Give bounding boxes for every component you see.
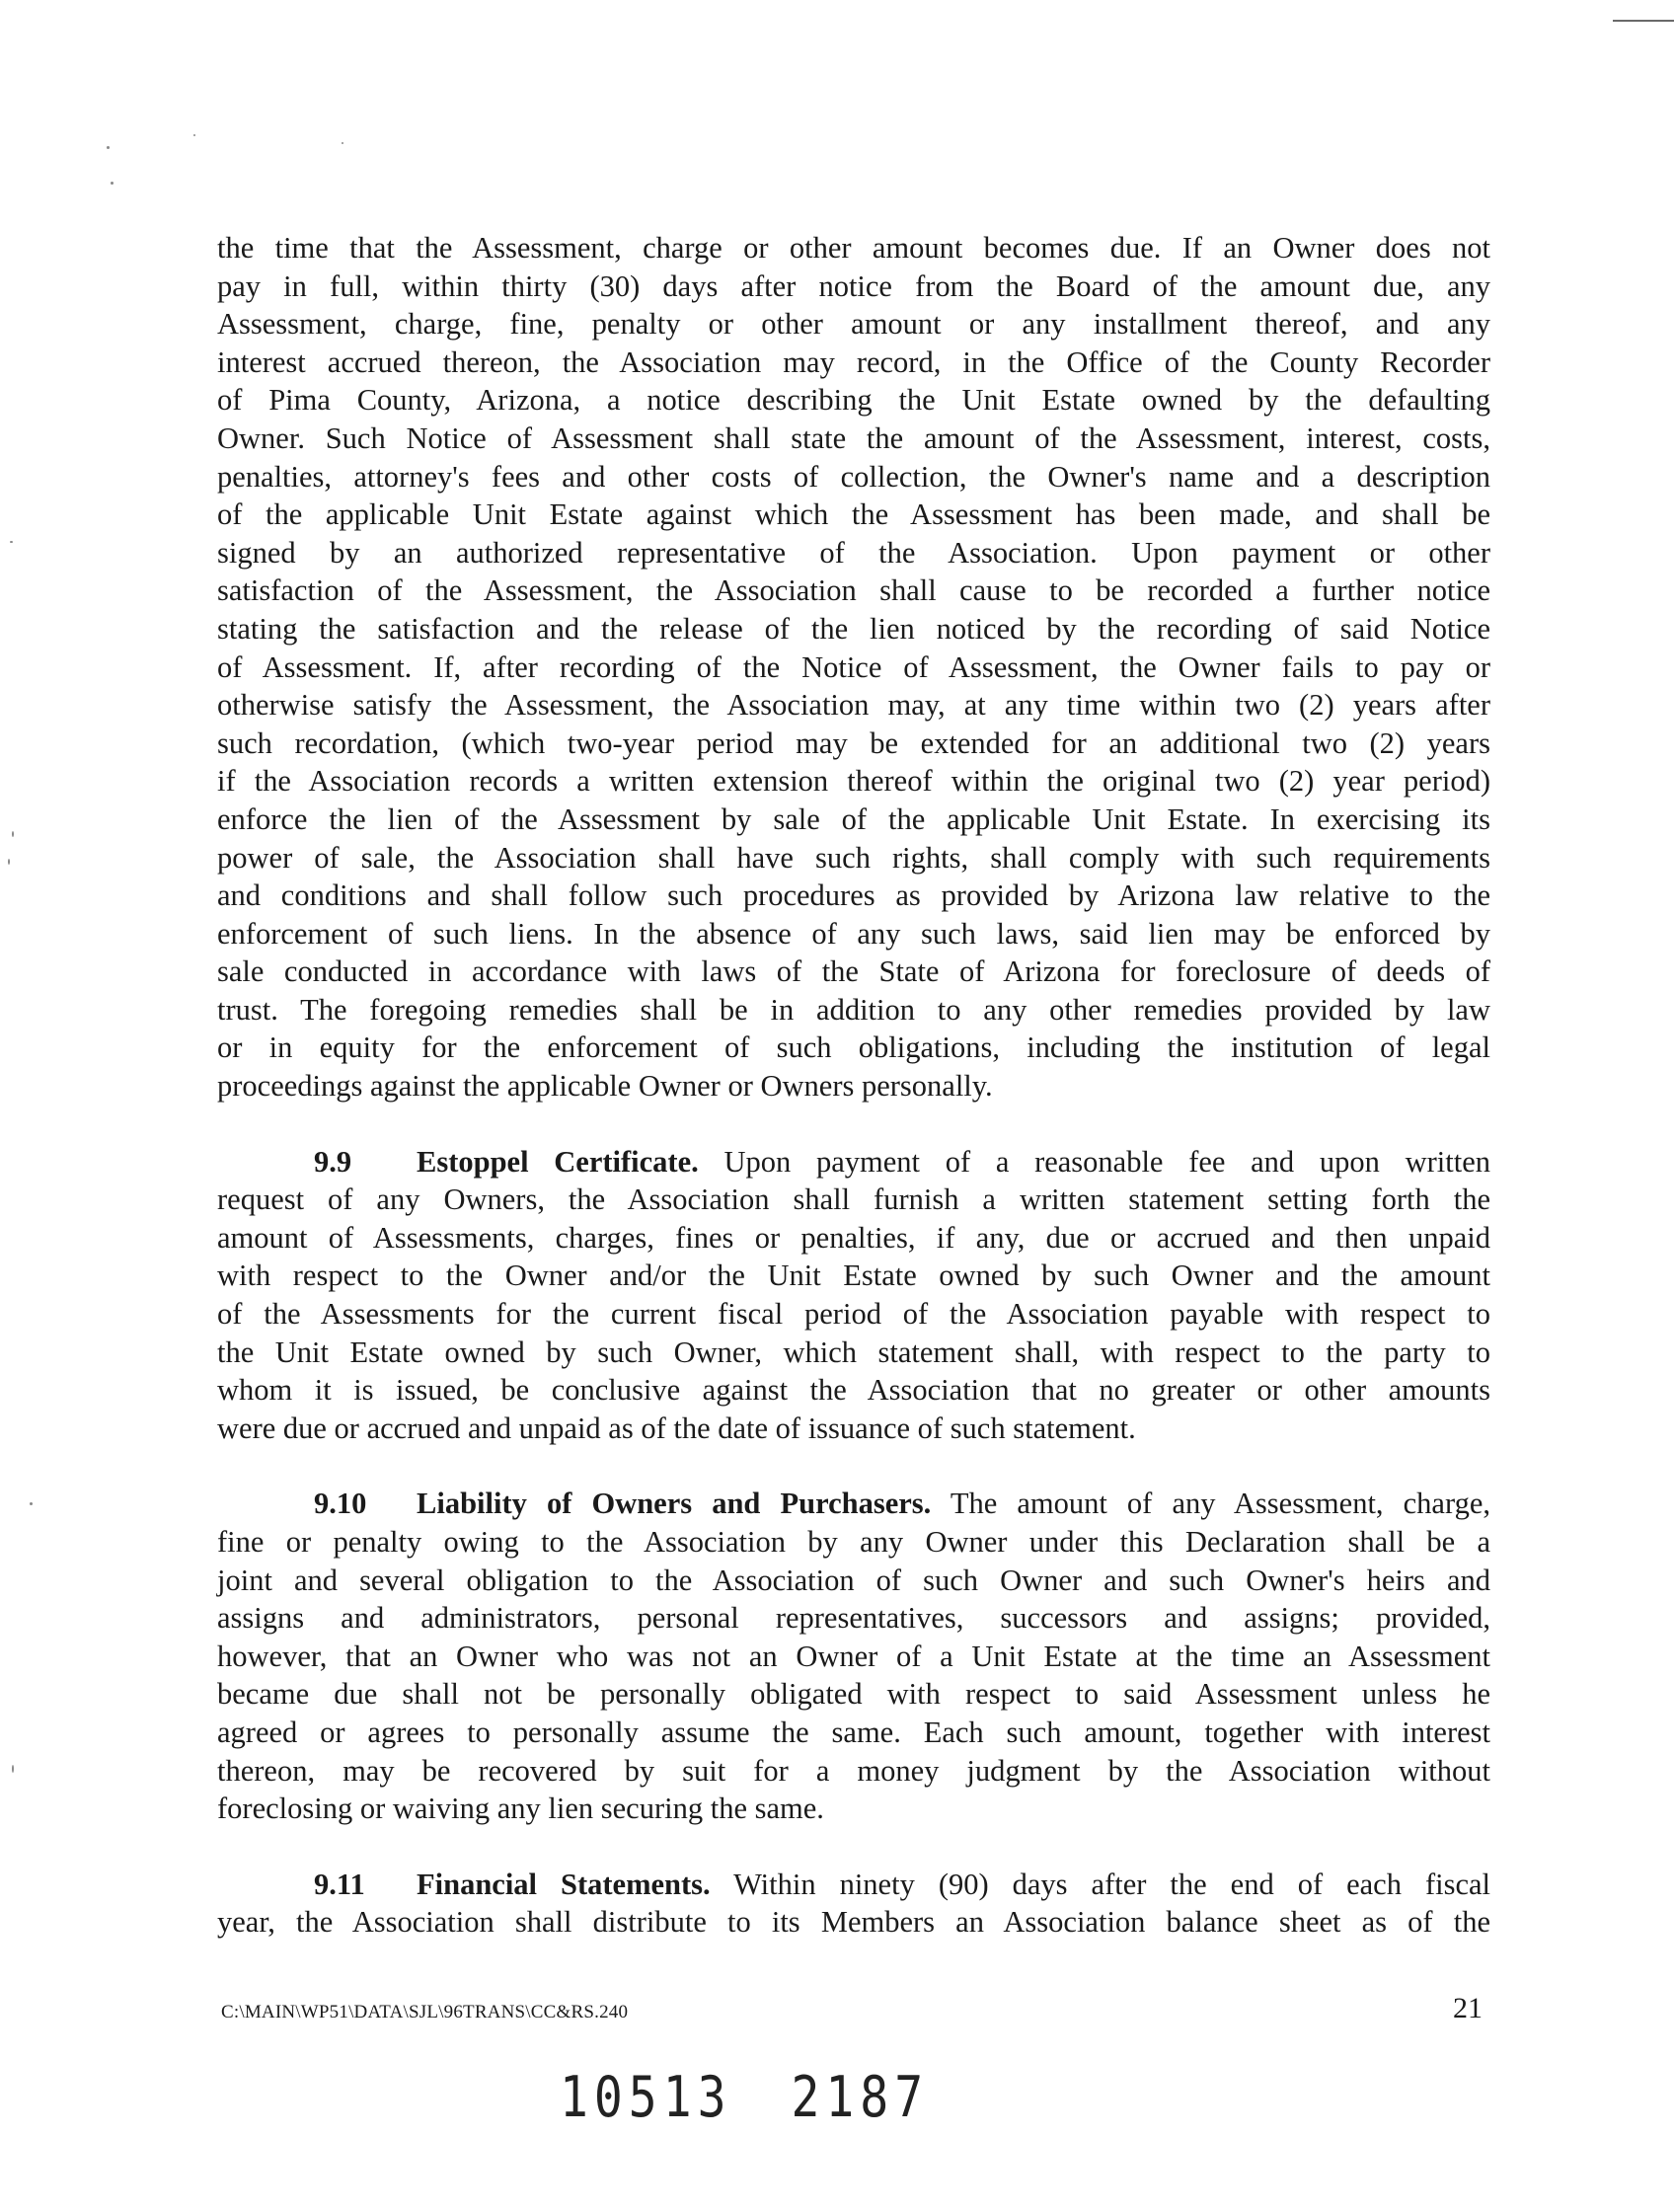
scan-speck (10, 541, 13, 543)
section-number: 9.10 (314, 1487, 367, 1521)
text-line: amount of Assessments, charges, fines or penalties, if any, due or accrued and then unpaid (217, 1220, 1490, 1255)
section-text: Upon payment of a reasonable fee and upon written (723, 1144, 1490, 1179)
scan-speck (30, 1502, 33, 1505)
section-lines (217, 1181, 1490, 1447)
text-line: Assessment, charge, fine, penalty or other amount or any installment thereof, and any (217, 307, 1490, 342)
section-heading-line (217, 1866, 1490, 1904)
text-line: Owner. Such Notice of Assessment shall state the amount of the Assessment, interest, costs, (217, 420, 1490, 455)
text-line: year, the Association shall distribute to its Members an Association balance sheet as of the (217, 1905, 1490, 1940)
text-line: however, that an Owner who was not an Owner of a Unit Estate at the time an Assessment (217, 1639, 1490, 1673)
text-line: proceedings against the applicable Owner or Owners personally. (217, 1069, 993, 1104)
text-line: pay in full, within thirty (30) days after notice from the Board of the amount due, any (217, 268, 1490, 303)
footer-file-path: C:\MAIN\WP51\DATA\SJL\96TRANS\CC&RS.240 (221, 2002, 629, 2022)
text-line: request of any Owners, the Association shall furnish a written statement setting forth the (217, 1182, 1490, 1217)
text-line: such recordation, (which two-year period may be extended for an additional two (2) years (217, 725, 1490, 760)
text-line: of the applicable Unit Estate against which the Assessment has been made, and shall be (217, 497, 1490, 532)
recording-stamp (560, 2065, 929, 2130)
text-line: trust. The foregoing remedies shall be in addition to any other remedies provided by law (217, 992, 1490, 1027)
section-heading-line (217, 1485, 1490, 1523)
text-line: or in equity for the enforcement of such obligations, including the institution of legal (217, 1030, 1490, 1065)
text-line: the Unit Estate owned by such Owner, which statement shall, with respect to the party to (217, 1335, 1490, 1369)
section-title: Liability of Owners and Purchasers. (417, 1487, 932, 1521)
text-line: were due or accrued and unpaid as of the date of issuance of such statement. (217, 1411, 1136, 1445)
text-line: agreed or agrees to personally assume the same. Each such amount, together with interest (217, 1715, 1490, 1749)
scan-speck (12, 831, 14, 837)
text-line: became due shall not be personally obligated with respect to said Assessment unless he (217, 1677, 1490, 1712)
section-heading-line (217, 1143, 1490, 1182)
text-line: with respect to the Owner and/or the Unit Estate owned by such Owner and the amount (217, 1259, 1490, 1293)
continued-paragraph (217, 229, 1490, 1106)
text-line: stating the satisfaction and the release of the lien noticed by the recording of said Notice (217, 611, 1490, 646)
text-line: satisfaction of the Assessment, the Association shall cause to be recorded a further notice (217, 573, 1490, 608)
stamp-book-number: 10513 (560, 2065, 732, 2131)
scan-speck (8, 859, 10, 865)
page-number: 21 (1453, 1992, 1483, 2024)
text-line: the time that the Assessment, charge or other amount becomes due. If an Owner does not (217, 231, 1490, 265)
text-line: enforcement of such liens. In the absence of any such laws, said lien may be enforced by (217, 916, 1490, 951)
text-line: thereon, may be recovered by suit for a money judgment by the Association without (217, 1753, 1490, 1788)
text-line: assigns and administrators, personal representatives, successors and assigns; provided, (217, 1601, 1490, 1636)
scan-edge-mark (1613, 20, 1674, 22)
stamp-page-number: 2187 (791, 2065, 930, 2131)
text-line: foreclosing or waiving any lien securing the same. (217, 1792, 824, 1826)
text-line: penalties, attorney's fees and other costs of collection, the Owner's name and a description (217, 459, 1490, 494)
text-line: of Pima County, Arizona, a notice describing the Unit Estate owned by the defaulting (217, 383, 1490, 418)
scan-speck (12, 1765, 14, 1773)
scan-speck (111, 182, 114, 185)
text-line: joint and several obligation to the Association of such Owner and such Owner's heirs and (217, 1563, 1490, 1597)
text-line: if the Association records a written extension thereof within the original two (2) year period) (217, 764, 1490, 799)
scan-speck (342, 142, 343, 144)
section-number: 9.11 (314, 1867, 365, 1901)
text-line: enforce the lien of the Assessment by sale of the applicable Unit Estate. In exercising its (217, 801, 1490, 836)
text-line: fine or penalty owing to the Association by any Owner under this Declaration shall be a (217, 1525, 1490, 1559)
text-line: of Assessment. If, after recording of the Notice of Assessment, the Owner fails to pay or (217, 649, 1490, 684)
text-line: of the Assessments for the current fiscal period of the Association payable with respect to (217, 1297, 1490, 1332)
text-line: signed by an authorized representative of the Association. Upon payment or other (217, 535, 1490, 570)
text-line: sale conducted in accordance with laws of the State of Arizona for foreclosure of deeds of (217, 954, 1490, 989)
section-text: Within ninety (90) days after the end of each fiscal (733, 1867, 1491, 1901)
section-title: Estoppel Certificate. (417, 1144, 699, 1179)
text-line: power of sale, the Association shall have such rights, shall comply with such requirements (217, 840, 1490, 875)
text-line: and conditions and shall follow such procedures as provided by Arizona law relative to the (217, 878, 1490, 913)
section-9-9 (217, 1143, 1490, 1448)
scan-speck (107, 146, 110, 149)
section-9-10 (217, 1485, 1490, 1827)
section-9-11 (217, 1866, 1490, 1942)
section-number: 9.9 (314, 1144, 352, 1179)
section-lines (217, 1903, 1490, 1942)
section-text: The amount of any Assessment, charge, (950, 1487, 1490, 1521)
text-line: interest accrued thereon, the Association may record, in the Office of the County Recorder (217, 344, 1490, 379)
text-line: whom it is issued, be conclusive against the Association that no greater or other amounts (217, 1373, 1490, 1408)
section-lines (217, 1523, 1490, 1828)
document-body (217, 229, 1490, 1942)
section-title: Financial Statements. (417, 1867, 711, 1901)
scan-speck (193, 134, 195, 136)
text-line: otherwise satisfy the Assessment, the Association may, at any time within two (2) years after (217, 688, 1490, 723)
